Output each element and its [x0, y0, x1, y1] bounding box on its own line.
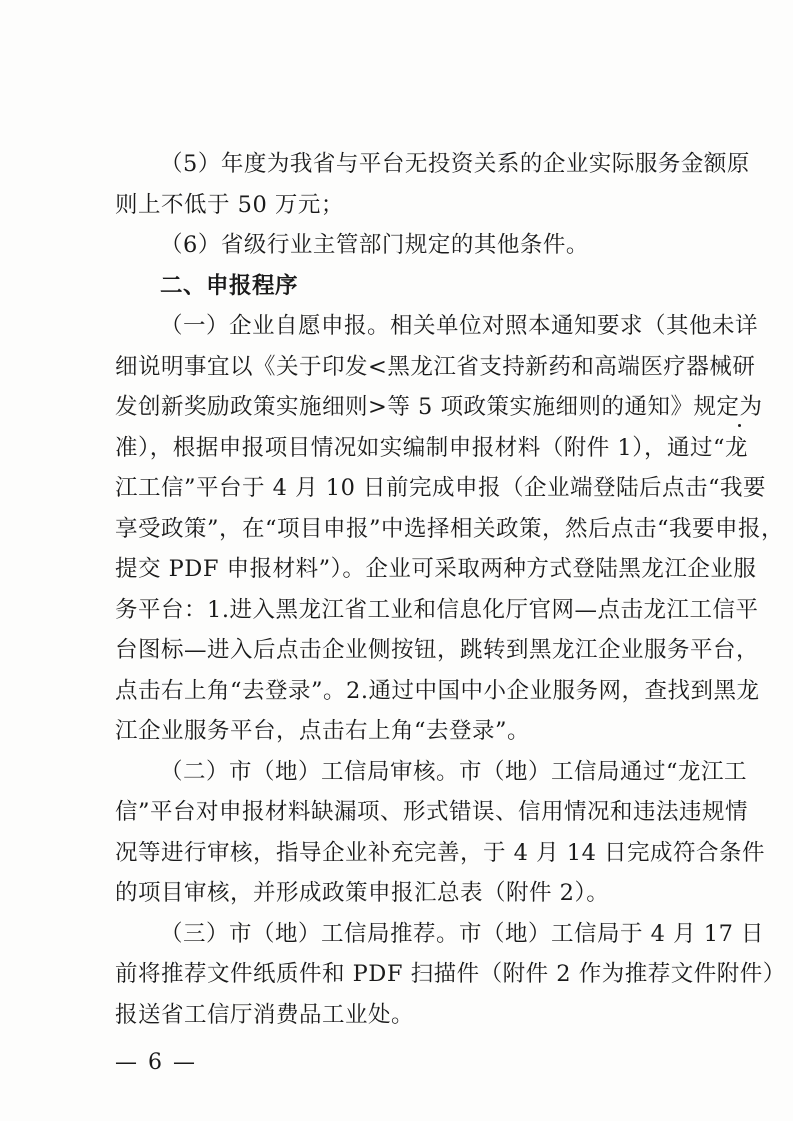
scan-speck — [738, 424, 741, 427]
paragraph-line: （二）市（地）工信局审核。市（地）工信局通过“龙江工 — [160, 758, 748, 785]
paragraph-line: （5）年度为我省与平台无投资关系的企业实际服务金额原 — [160, 151, 750, 177]
paragraph-line: 提交 PDF 申报材料”）。企业可采取两种方式登陆黑龙江企业服 — [115, 556, 757, 582]
paragraph-line: 信”平台对申报材料缺漏项、形式错误、信用情况和违法违规情 — [115, 799, 749, 825]
paragraph-line: 则上不低于 50 万元； — [115, 191, 344, 218]
paragraph-line: 江企业服务平台，点击右上角“去登录”。 — [115, 718, 531, 744]
paragraph-line: 前将推荐文件纸质件和 PDF 扫描件（附件 2 作为推荐文件附件） — [115, 961, 786, 987]
paragraph-line: 细说明事宜以《关于印发<黑龙江省支持新药和高端医疗器械研 — [115, 353, 756, 380]
paragraph-line: 报送省工信厅消费品工业处。 — [115, 1001, 415, 1028]
paragraph-line: （6）省级行业主管部门规定的其他条件。 — [160, 232, 589, 258]
section-heading: 二、申报程序 — [160, 272, 299, 299]
paragraph-line: 的项目审核，并形成政策申报汇总表（附件 2）。 — [115, 880, 610, 906]
paragraph-line: （三）市（地）工信局推荐。市（地）工信局于 4 月 17 日 — [160, 920, 765, 947]
paragraph-line: 点击右上角“去登录”。2.通过中国中小企业服务网，查找到黑龙 — [115, 677, 760, 704]
paragraph-line: 发创新奖励政策实施细则>等 5 项政策实施细则的通知》规定为 — [115, 394, 763, 420]
page-number: — 6 — — [115, 1050, 197, 1075]
paragraph-line: 享受政策”，在“项目申报”中选择相关政策，然后点击“我要申报， — [115, 515, 785, 542]
paragraph-line: 况等进行审核，指导企业补充完善，于 4 月 14 日完成符合条件 — [115, 839, 766, 866]
paragraph-line: 江工信”平台于 4 月 10 日前完成申报（企业端登陆后点击“我要 — [115, 475, 767, 501]
paragraph-line: （一）企业自愿申报。相关单位对照本通知要求（其他未详 — [160, 313, 759, 339]
paragraph-line: 台图标—进入后点击企业侧按钮，跳转到黑龙江企业服务平台， — [115, 637, 760, 663]
paragraph-line: 准），根据申报项目情况如实编制申报材料（附件 1），通过“龙 — [115, 434, 748, 461]
paragraph-line: 务平台：1.进入黑龙江省工业和信息化厅官网—点击龙江工信平 — [115, 596, 759, 623]
